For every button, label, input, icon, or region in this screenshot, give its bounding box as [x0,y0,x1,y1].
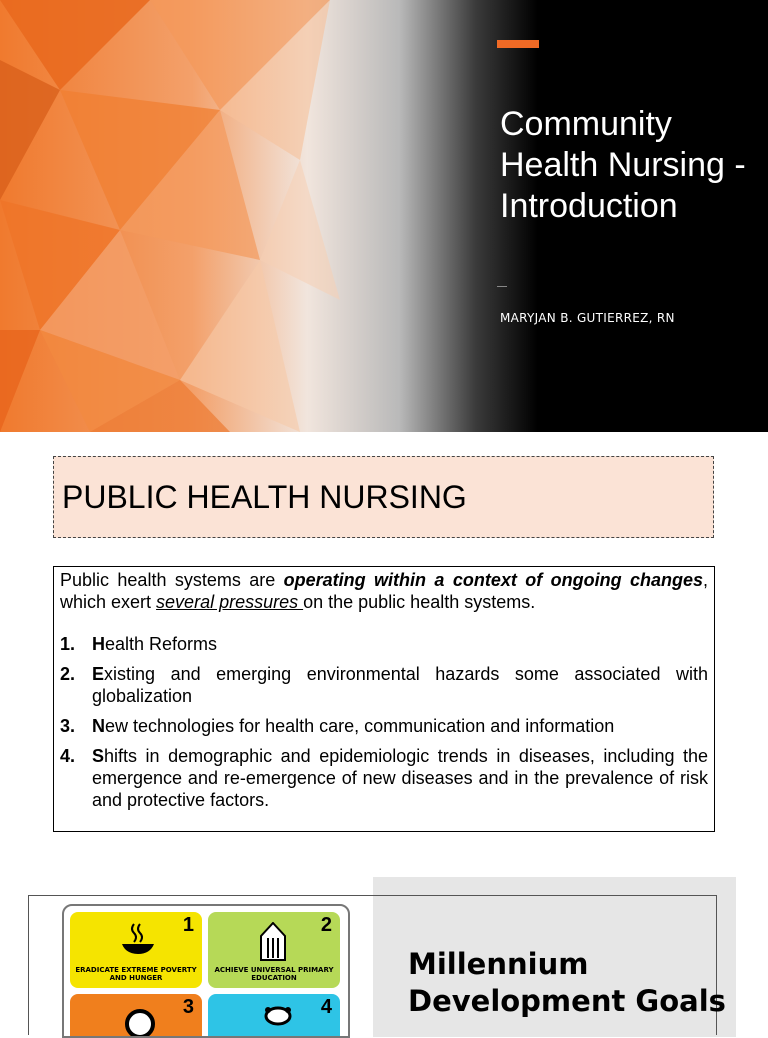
tile-number: 2 [320,914,332,936]
intro-text-2: , which exert [60,570,709,612]
tile-label: ACHIEVE UNIVERSAL PRIMARY EDUCATION [214,966,334,982]
pencil-icon [258,922,288,962]
intro-text-3: on the public health systems. [303,592,536,612]
item-number: 4. [60,746,76,766]
list-item [60,715,708,737]
pressures-list [60,633,708,811]
slide-heading: PUBLIC HEALTH NURSING [62,479,467,515]
slide-title [408,946,726,1020]
item-text: hifts in demographic and epidemiologic trends in diseases, including the emergence and re-emergence of new diseases and in the prevalence of risk and protective factors. [92,746,708,810]
intro-emphasis: operating within a context of ongoing changes [283,570,703,590]
gender-icon [120,1004,160,1038]
item-number: 3. [60,716,76,736]
tile-number: 4 [320,996,332,1018]
mdg-tile-2 [208,912,340,988]
item-text: ew technologies for health care, communication and information [105,716,615,736]
content-box [53,566,715,832]
title-slide [0,0,768,432]
item-initial: S [92,746,105,766]
intro-text-1: Public health systems are [60,570,284,590]
item-text: xisting and emerging environmental hazards some associated with globalization [92,664,708,706]
slide-title: Community Health Nursing - Introduction [500,105,746,225]
tile-number: 1 [182,914,194,936]
title-line-2: Development Goals [408,984,726,1018]
mdg-tile-3 [70,994,202,1038]
tile-label: ERADICATE EXTREME POVERTY AND HUNGER [75,966,197,982]
baby-icon [258,1004,298,1038]
divider [497,286,507,287]
item-initial: H [92,634,105,654]
item-text: ealth Reforms [105,634,218,654]
title-line-1: Millennium [408,947,589,981]
item-number: 2. [60,664,76,684]
intro-underline: several pressures [156,592,304,612]
intro-paragraph [60,569,708,613]
public-health-slide [0,432,768,864]
accent-bar [497,40,539,48]
list-item [60,633,708,655]
author-name: MARYJAN B. GUTIERREZ, RN [500,311,675,325]
mdg-tile-1 [70,912,202,988]
item-initial: N [92,716,105,736]
item-number: 1. [60,634,76,654]
bowl-icon [120,922,156,956]
mdg-tiles-panel [62,904,350,1038]
item-initial: E [92,664,105,684]
tile-number: 3 [182,996,194,1018]
list-item [60,663,708,707]
list-item [60,745,708,811]
mdg-tile-4 [208,994,340,1038]
mdg-slide [0,864,768,1024]
heading-box [53,456,714,538]
